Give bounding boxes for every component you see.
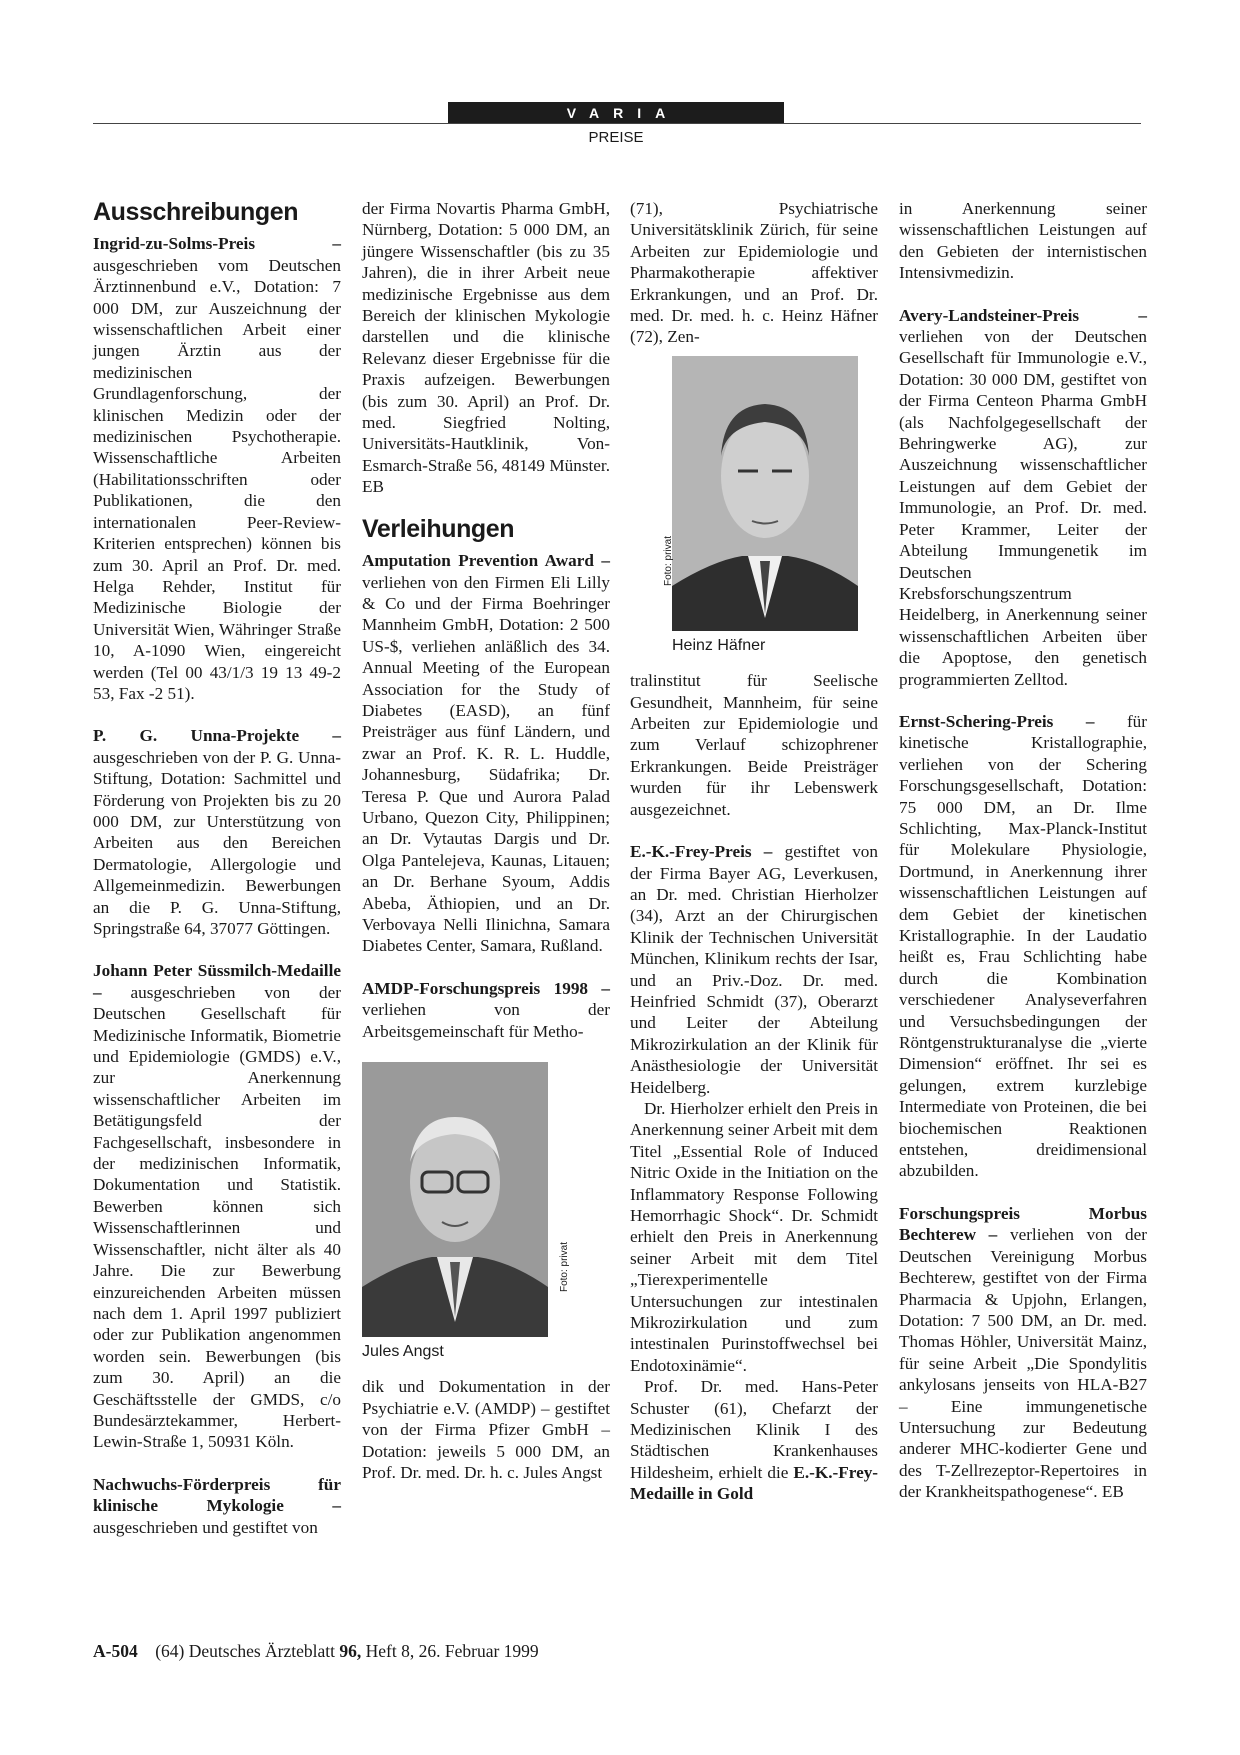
column-4 [899,198,1147,1503]
photo-credit: Foto: privat [559,1242,570,1293]
article-text: tralinstitut für Seelische Gesundheit, Mannheim, für seine Arbeiten zur Epidemiologie und zum Verlauf schizophrener Erkrankungen. Beide Preisträger wurden für ihr Lebenswerk ausgezeichnet. [630,671,878,819]
column-1 [93,198,341,1538]
article-text: verliehen von der Deutschen Gesellschaft für Immunologie e.V., Dotation: 30 000 DM, gestiftet von der Firma Centeon Pharma GmbH (als Nachfolgegesellschaft der Behringwerke AG), zur Auszeichnung wissenschaftlicher Leistungen auf dem Gebiet der Immunologie, an Prof. Dr. med. Peter Krammer, Leiter der Abteilung Immungenetik im Deutschen Krebsforschungszentrum Heidelberg, in Anerkennung seiner wissenschaftlichen Arbeiten über die Apoptose, den genetisch programmierten Zelltod. [899,327,1147,689]
heading-verleihungen: Verleihungen [362,514,515,543]
award-name: Ernst-Schering-Preis – [899,711,1095,731]
article-text: verliehen von der Deutschen Vereinigung Morbus Bechterew, gestiftet von der Firma Pharmacia & Upjohn, Erlangen, Dotation: 7 500 DM, an Dr. med. Thomas Höhler, Universität Mainz, für seine Arbeit „Die Spondylitis ankylosans jenseits von HLA-B27 – Eine immungenetische Untersuchung zur Bedeutung anderer MHC-kodierter Gene und des T-Zellrezeptor-Repertoires in der Krankheitspathogenese“. EB [899,1225,1148,1502]
article-schuster [630,1376,878,1504]
photo-caption: Jules Angst [362,1343,444,1361]
photo-credit: Foto: privat [663,535,674,586]
article-continuation [630,198,878,348]
article-amputation-award [362,550,610,957]
award-name: Nachwuchs-Förderpreis für klinische Mykologie – [93,1474,341,1516]
volume-number: 96, [339,1641,362,1661]
column-3 [630,198,878,1505]
article-text: ausgeschrieben von der Deutschen Gesellschaft für Medizinische Informatik, Biometrie und Epidemiologie (GMDS) e.V., zur Anerkennung wissenschaftlicher Arbeiten im Betätigungsfeld der Fachgesellschaft, insbesondere in der medizinischen Informatik, Dokumentation und Statistik. Bewerben können sich Wissenschaftlerinnen und Wissenschaftler, nicht älter als 40 Jahre. Die zur Bewerbung einzureichenden Arbeiten müssen nach dem 1. April 1997 publiziert oder zur Publikation angenommen worden sein. Bewerbungen (bis zum 30. April) an die Geschäftsstelle der GMDS, c/o Bundesärztekammer, Herbert-Lewin-Straße 1, 50931 Köln. [93,982,342,1452]
award-name: Ingrid-zu-Solms-Preis – [93,234,341,254]
article-text: dik und Dokumentation in der Psychiatrie e.V. (AMDP) – gestiftet von der Firma Pfizer GmbH – Dotation: jeweils 5 000 DM, an Prof. Dr. med. Dr. h. c. Jules Angst [362,1377,610,1483]
award-name: Forschungspreis Morbus Bechterew – [899,1203,1147,1245]
photo-heinz-haefner [663,356,858,656]
article-text: Dr. Hierholzer erhielt den Preis in Anerkennung seiner Arbeit mit dem Titel „Essential Role of Induced Nitric Oxide in the Initiation on the Inflammatory Response Following Hemorrhagic Shock“. Dr. Schmidt erhielt den Preis in Anerkennung seiner Arbeit mit dem Titel „Tierexperimentelle Untersuchungen zur intestinalen Mikrozirkulation und zum intestinalen Purinstoffwechsel bei Endotoxinämie“. [630,1098,878,1375]
portrait-image [672,356,858,631]
article-hierholzer [630,1098,878,1376]
article-continuation [362,198,610,498]
award-name: E.-K.-Frey-Preis – [630,842,773,862]
award-name: Johann Peter Süssmilch-Medaille – [93,961,341,1002]
article-nachwuchs-foerderpreis [93,1474,341,1538]
award-name: AMDP-Forschungspreis 1998 – [362,978,610,998]
article-text: ausgeschrieben und gestiftet von [93,1517,318,1537]
article-solms-preis [93,233,341,704]
section-subtitle: PREISE [588,129,644,146]
article-haefner-continuation [630,670,878,820]
article-text: ausgeschrieben von der P. G. Unna-Stiftung, Dotation: Sachmittel und Förderung von Projekten bis zu 20 000 DM, zur Unterstützung von Arbeiten aus den Bereichen Dermatologie, Allergologie und Allgemeinmedizin. Bewerbungen an die P. G. Unna-Stiftung, Springstraße 64, 37077 Göttingen. [93,747,341,938]
article-continuation [899,198,1147,284]
award-name: E.-K.-Frey-Medaille in Gold [630,1462,879,1504]
award-name: Amputation Prevention Award – [362,551,610,571]
header-rule [93,123,1141,124]
article-unna-projekte [93,725,341,939]
article-text: (71), Psychiatrische Universitätsklinik Zürich, für seine Arbeiten zur Epidemiologie und Pharmakotherapie affektiver Erkrankungen, und an Prof. Dr. med. Dr. med. h. c. Heinz Häfner (72), Zen- [630,199,878,347]
article-avery-landsteiner [899,305,1147,690]
article-text: verliehen von der Arbeitsgemeinschaft für Metho- [362,1000,610,1041]
article-amdp-preis [362,978,610,1042]
article-text: Prof. Dr. med. Hans-Peter Schuster (61), Chefarzt der Medizinischen Klinik I des Städtischen Krankenhauses Hildesheim, erhielt die [630,1377,878,1482]
issue-date: Heft 8, 26. Februar 1999 [365,1641,539,1661]
article-text: für kinetische Kristallographie, verliehen von der Schering Forschungsgesellschaft, Dotation: 75 000 DM, an Dr. Ilme Schlichting, Max-Planck-Institut für Molekulare Physiologie, Dortmund, in Anerkennung ihrer wissenschaftlichen Leistungen auf dem Gebiet der kinetischen Kristallographie. In der Laudatio heißt es, Frau Schlichting habe durch die Kombination verschiedener Analyseverfahren und Versuchsbedingungen der Röntgenstrukturanalyse die „vierte Dimension“ eröffnet. Ihr sei es gelungen, extrem kurzlebige Intermediate von Proteinen, die bei biochemischen Reaktionen entstehen, dreidimensional abzubilden. [899,711,1147,1181]
portrait-graphic [672,356,858,631]
article-suessmilch-medaille [93,960,341,1452]
article-text: verliehen von den Firmen Eli Lilly & Co und der Firma Boehringer Mannheim GmbH, Dotation: 2 500 US-$, verliehen anläßlich des 34. Annual Meeting of the European Association for the Study of Diabetes (EASD), an fünf Preisträger aus fünf Ländern, und zwar an Prof. K. R. L. Huddle, Johannesburg, Südafrika; Dr. Teresa P. Que und Aurora Palad Urbano, Quezon City, Philippinen; an Dr. Vytautas Dargis und Dr. Olga Pantelejeva, Kaunas, Litauen; an Dr. Berhane Syoum, Addis Abeba, Äthiopien, und an Dr. Verbovaya Nelli Ilinichna, Samara Diabetes Center, Samara, Rußland. [362,572,610,956]
article-ernst-schering [899,711,1147,1182]
award-name: P. G. Unna-Projekte – [93,726,341,746]
article-text: der Firma Novartis Pharma GmbH, Nürnberg, Dotation: 5 000 DM, an jüngere Wissenschaftler (bis zu 35 Jahren), die in ihrer Arbeit neue medizinische Ergebnisse aus dem Bereich der klinischen Mykologie darstellen und die klinische Relevanz dieser Ergebnisse für die Praxis aufzeigen. Bewerbungen (bis zum 30. April) an Prof. Dr. med. Siegfried Nolting, Universitäts-Hautklinik, Von-Esmarch-Straße 56, 48149 Münster. EB [362,199,610,497]
section-banner: VARIA [448,102,784,124]
award-name: Avery-Landsteiner-Preis – [899,305,1147,325]
article-text: in Anerkennung seiner wissenschaftlichen Leistungen auf den Gebieten der internistischen Intensivmedizin. [899,199,1147,283]
page-footer [93,1641,539,1662]
issue-prefix: (64) Deutsches Ärzteblatt [155,1641,336,1661]
article-frey-preis [630,841,878,1098]
article-text: ausgeschrieben vom Deutschen Ärztinnenbund e.V., Dotation: 7 000 DM, zur Auszeichnung der wissenschaftlichen Arbeit einer jungen Ärztin aus der medizinischen Grundlagenforschung, der klinischen Medizin oder der medizinischen Psychotherapie. Wissenschaftliche Arbeiten (Habilitationsschriften oder Publikationen, die den internationalen Peer-Review-Kriterien entsprechen) können bis zum 30. April an Prof. Dr. med. Helga Rehder, Institut für Medizinische Biologie der Universität Wien, Währinger Straße 10, A-1090 Wien, eingereicht werden (Tel 00 43/1/3 19 13 49-2 53, Fax -2 51). [93,255,341,703]
page-number: A-504 [93,1641,138,1661]
column-2 [362,198,610,1504]
article-amdp-continuation [362,1376,610,1483]
portrait-image [362,1062,548,1337]
photo-jules-angst [362,1062,570,1362]
article-text: gestiftet von der Firma Bayer AG, Leverkusen, an Dr. med. Christian Hierholzer (34), Arzt an der Chirurgischen Klinik der Technischen Universität München, Klinikum rechts der Isar, und an Priv.-Doz. Dr. med. Heinfried Schmidt (37), Oberarzt und Leiter der Abteilung Mikrozirkulation an der Klinik für Anästhesiologie der Universität Heidelberg. [630,842,878,1097]
portrait-graphic [362,1062,548,1337]
photo-caption: Heinz Häfner [672,636,766,654]
article-morbus-bechterew [899,1203,1147,1503]
heading-ausschreibungen: Ausschreibungen [93,198,299,226]
